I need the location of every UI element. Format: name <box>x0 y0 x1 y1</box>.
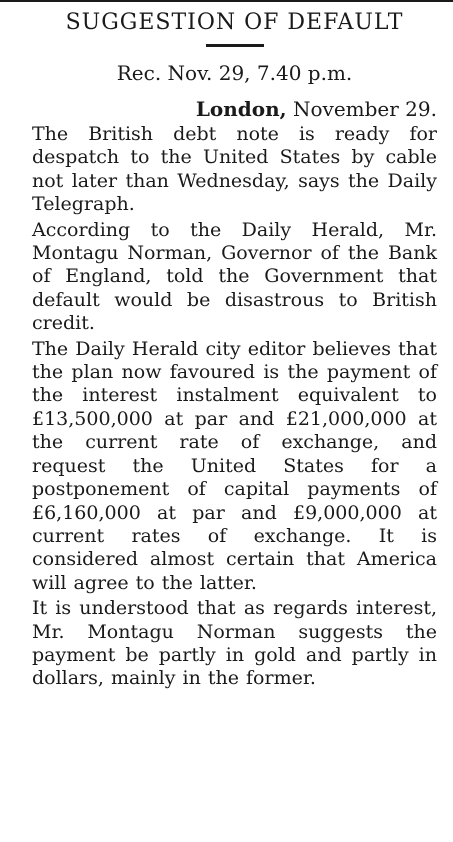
news-article <box>32 10 437 693</box>
paragraph-4: It is understood that as regards interest, Mr. Montagu Norman suggests the payment be partly in gold and partly in dollars, mainly in the former. <box>32 597 437 690</box>
headline: SUGGESTION OF DEFAULT <box>65 10 404 35</box>
dateline-place: London, <box>195 97 287 121</box>
dateline <box>32 97 437 121</box>
paragraph-2: According to the Daily Herald, Mr. Montagu Norman, Governor of the Bank of England, told the Government that default would be disastrous to British credit. <box>32 218 437 335</box>
dateline-date: November 29. <box>292 97 437 121</box>
headline-divider <box>206 44 264 47</box>
received-timestamp: Rec. Nov. 29, 7.40 p.m. <box>116 61 353 85</box>
paragraph-3: The Daily Herald city editor believes that the plan now favoured is the payment of the interest instalment equivalent to £13,500,000 at par and £21,000,000 at the current rate of exchange, and request the United States for a postponement of capital payments of £6,160,000 at par and £9,000,000 at current rates of exchange. It is considered almost certain that America will agree to the latter. <box>32 337 437 594</box>
paragraph-1: The British debt note is ready for despatch to the United States by cable not later than Wednesday, says the Daily Telegraph. <box>32 123 437 216</box>
top-rule <box>0 0 453 2</box>
